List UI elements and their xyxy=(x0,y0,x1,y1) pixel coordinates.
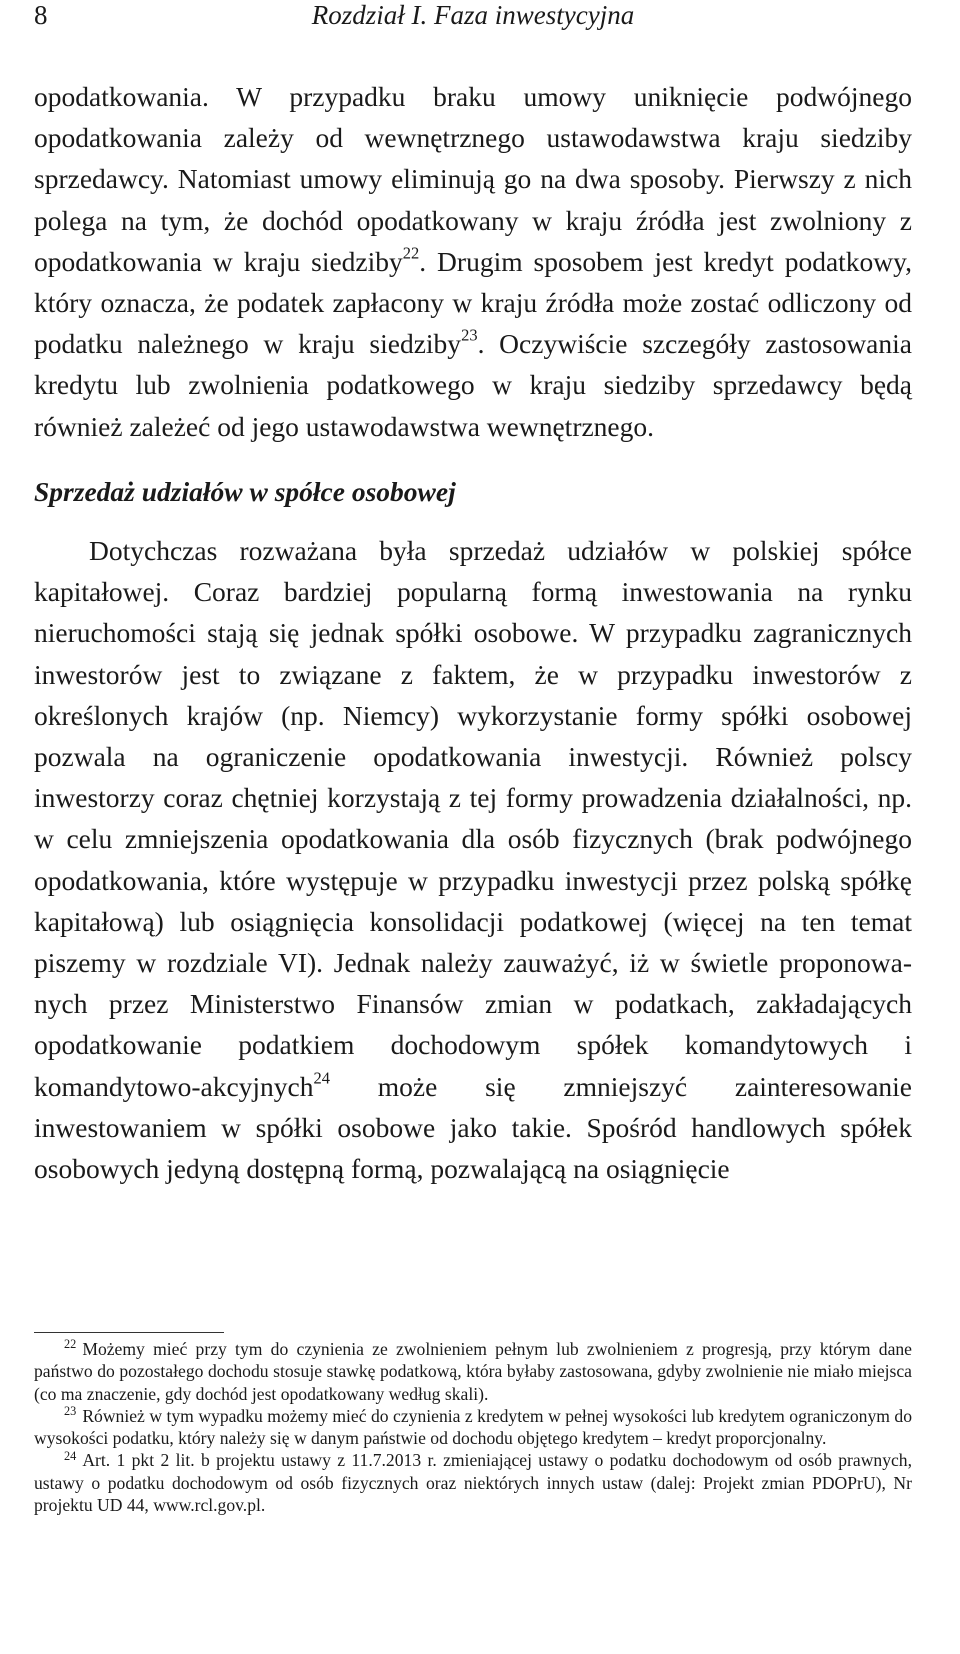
paragraph-2-text-b: może się zmniejszyć zainteresowanie inwestowaniem w spółki osobowe jako takie. Spośród handlowych spółek osobowych jedyną dostępną formą, pozwalającą na osiągnięcie xyxy=(34,1070,912,1185)
footnote-text: Art. 1 pkt 2 lit. b projektu ustawy z 11.7.2013 r. zmieniającej ustawy o podatku dochodowym od osób prawnych, ustawy o podatku dochodowym od osób fizycznych oraz niektórych innych ustaw (dalej: Projekt zmian PDOPrU), Nr projektu UD 44, www.rcl.gov.pl. xyxy=(34,1450,912,1516)
footnote-24 xyxy=(34,1449,912,1516)
paragraph-1-text-a: opodatkowania. W przypadku braku umowy uniknięcie podwójnego opodatkowania zależy od wewnętrznego ustawodawstwa kraju siedziby sprzedawcy. Natomiast umowy eliminują go na dwa sposoby. Pierwszy z nich polega na tym, że dochód opodatkowany w kraju źródła jest zwolniony z opodatkowania w kraju siedziby xyxy=(34,81,912,277)
footnote-23 xyxy=(34,1405,912,1450)
footnote-divider xyxy=(34,1332,224,1333)
running-head: Rozdział I. Faza inwestycyjna xyxy=(311,0,635,30)
footnote-number: 23 xyxy=(64,1404,77,1419)
page-number: 8 xyxy=(34,0,48,30)
footnotes xyxy=(34,1338,912,1516)
footnote-text: Również w tym wypadku możemy mieć do czynienia z kredytem w pełnej wysokości lub kredytem ograniczonym do wysokości podatku, który należy się w danym państwie od dochodu objętego kredytem – kredyt proporcjonalny. xyxy=(34,1405,912,1449)
footnote-number: 24 xyxy=(64,1448,77,1463)
section-heading: Sprzedaż udziałów w spółce osobowej xyxy=(34,475,456,507)
page-header xyxy=(34,0,912,40)
paragraph-2 xyxy=(34,530,912,1189)
body-text xyxy=(34,76,912,1189)
footnote-ref-24[interactable]: 24 xyxy=(313,1068,331,1088)
footnote-22 xyxy=(34,1338,912,1405)
paragraph-1-text-c: . Oczywiście szczegóły zastosowania kredytu lub zwolnienia podatkowego w kraju siedziby sprzedawcy będą również zależeć od jego ustawodawstwa wewnętrznego. xyxy=(34,328,912,442)
paragraph-2-text-a: Dotychczas rozważana była sprzedaż udziałów w polskiej spółce kapitałowej. Coraz bardziej popularną formą inwestowania na rynku nieruchomości stają się jednak spółki osobowe. W przypadku zagranicznych inwestorów jest to związane z faktem, że w przypadku inwestorów z określonych krajów (np. Niemcy) wykorzystanie formy spółki osobowej pozwala na ograniczenie opodatkowania inwestycji. Również polscy inwestorzy coraz chętniej korzystają z tej formy prowadzenia działalności, np. w celu zmniejszenia opodatkowania dla osób fizycznych (brak podwójnego opodatkowania, które występuje w przypadku inwestycji przez polską spółkę kapitałową) lub osiągnięcia konsolidacji podatkowej (więcej na ten temat piszemy w rozdziale VI). Jednak należy zauważyć, iż w świetle proponowanych przez Ministerstwo Finansów zmian w podatkach, zakładających opodatkowanie podatkiem dochodowym spółek komandytowych i komandytowo-akcyjnych xyxy=(34,535,912,1102)
footnote-ref-23[interactable]: 23 xyxy=(461,325,478,345)
paragraph-1-text-b: . Drugim sposobem jest kredyt podatkowy, który oznacza, że podatek zapłacony w kraju źródła może zostać odliczony od podatku należnego w kraju siedziby xyxy=(34,245,912,360)
footnote-number: 22 xyxy=(64,1337,77,1352)
footnote-text: Możemy mieć przy tym do czynienia ze zwolnieniem pełnym lub zwolnieniem z progresją, przy którym dane państwo do pozostałego dochodu stosuje stawkę podatkową, która byłaby zastosowana, gdyby zwolnienie nie miało miejsca (co ma znaczenie, gdy dochód jest opodatkowany według skali). xyxy=(34,1339,912,1404)
paragraph-1 xyxy=(34,76,912,447)
footnote-ref-22[interactable]: 22 xyxy=(402,243,420,263)
